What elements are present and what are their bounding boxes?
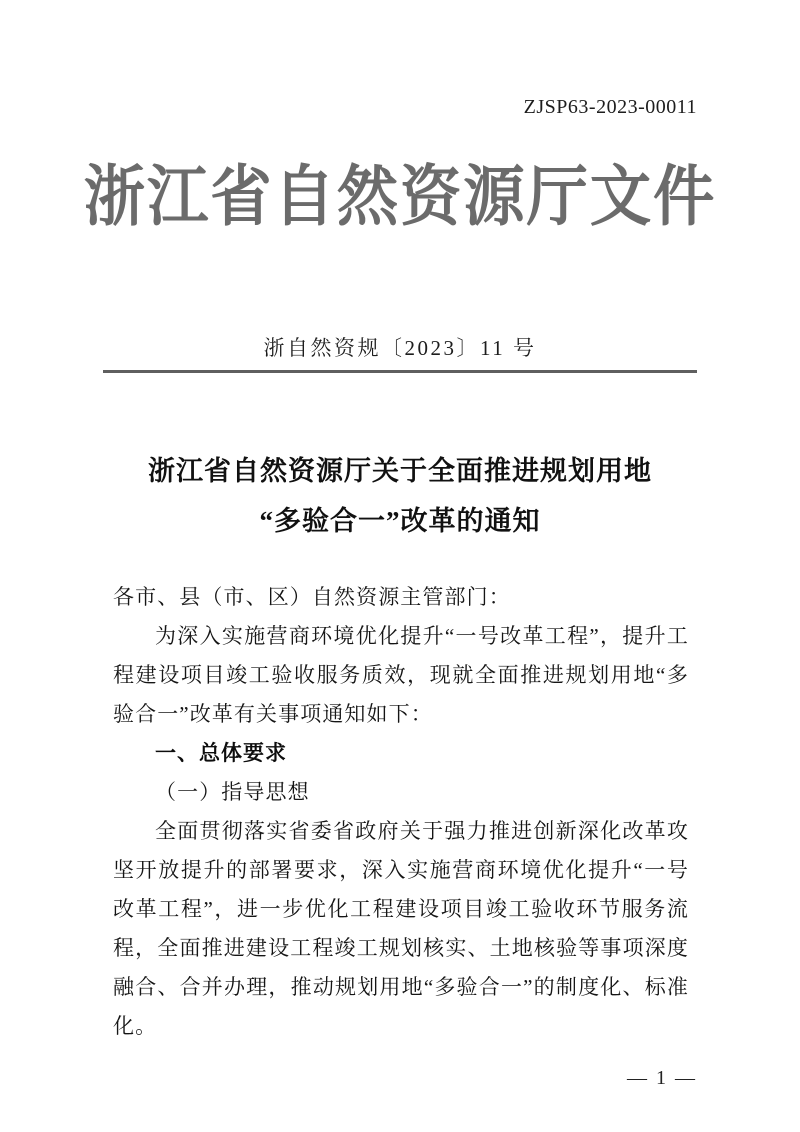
section-heading-1: 一、总体要求 <box>155 741 287 765</box>
document-code: ZJSP63-2023-00011 <box>523 96 697 118</box>
header-separator-rule <box>103 370 697 373</box>
intro-paragraph: 为深入实施营商环境优化提升“一号改革工程”，提升工程建设项目竣工验收服务质效，现就全面推进规划用地“多验合一”改革有关事项通知如下： <box>113 624 689 726</box>
subsection-heading-1: （一）指导思想 <box>155 780 310 804</box>
page-number: — 1 — <box>627 1067 697 1089</box>
salutation: 各市、县（市、区）自然资源主管部门： <box>113 585 511 609</box>
issue-number: 浙自然资规〔2023〕11 号 <box>263 336 537 360</box>
masthead-title: 浙江省自然资源厅文件 <box>83 158 717 235</box>
document-body <box>113 578 689 1046</box>
document-title <box>103 446 697 546</box>
document-title-line-2: “多验合一”改革的通知 <box>259 506 541 536</box>
document-title-line-1: 浙江省自然资源厅关于全面推进规划用地 <box>148 456 652 486</box>
subsection-1-paragraph: 全面贯彻落实省委省政府关于强力推进创新深化改革攻坚开放提升的部署要求，深入实施营商环境优化提升“一号改革工程”，进一步优化工程建设项目竣工验收环节服务流程，全面推进建设工程竣工规划核实、土地核验等事项深度融合、合并办理，推动规划用地“多验合一”的制度化、标准化。 <box>113 819 689 1038</box>
